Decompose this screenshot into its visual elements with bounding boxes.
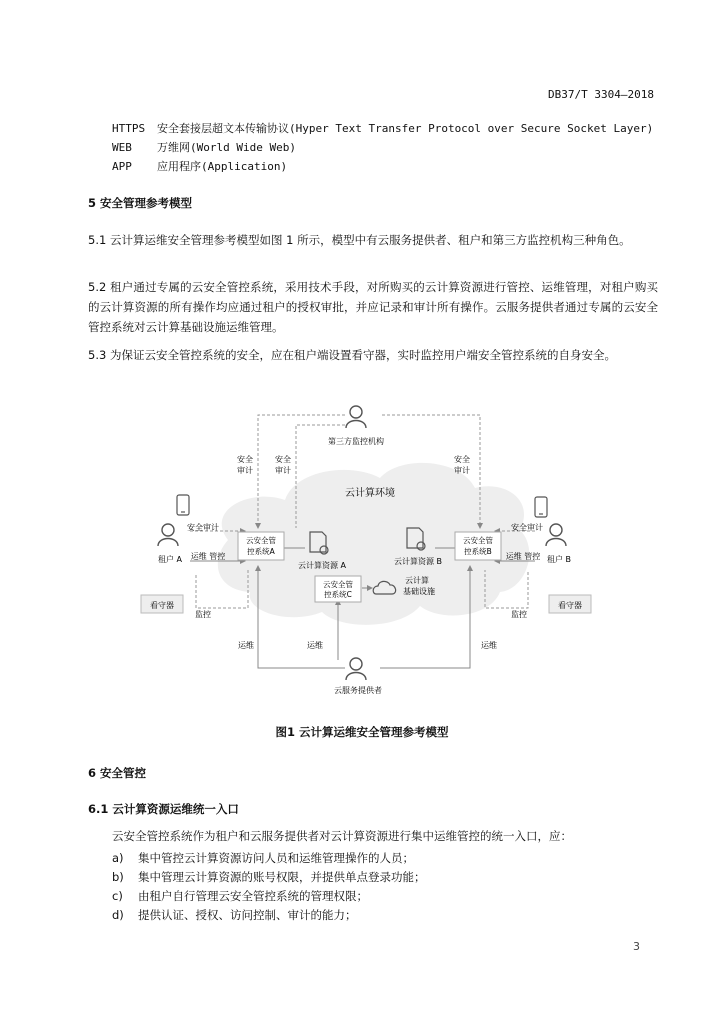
third-party-person-icon [346,406,366,428]
list-marker: d) [112,908,124,922]
paragraph-5-3: 5.3 为保证云安全管控系统的安全，应在租户端设置看守器，实时监控用户端安全管控系统的自身安全。 [88,348,616,362]
sys-c-label: 云安全管 [323,580,353,589]
list-marker: a) [112,851,124,865]
tenant-b-icon [546,524,566,546]
figure-caption: 图1 云计算运维安全管理参考模型 [275,725,449,739]
list-text: 提供认证、授权、访问控制、审计的能力； [138,908,357,922]
list-text: 由租户自行管理云安全管控系统的管理权限； [138,889,368,903]
list-item [112,907,357,923]
ops-middle-label: 运维 [307,641,323,650]
sec-audit-b-label: 安全审计 [511,523,543,532]
tenant-a-icon [158,524,178,546]
provider-label: 云服务提供者 [334,686,382,695]
list-item [112,850,414,866]
audit-label-left2: 安全 [275,455,291,464]
audit-label-left1-b: 审计 [237,466,253,475]
audit-label-left1: 安全 [237,455,253,464]
section-5-heading: 5 安全管理参考模型 [88,196,193,210]
sys-b-label: 云安全管 [463,536,493,545]
guard-a-label: 看守器 [150,601,174,610]
monitor-b-label: 监控 [511,610,527,619]
sys-a-label-b: 控系统A [247,547,275,556]
sys-b-label-b: 控系统B [464,547,492,556]
monitor-a-label: 监控 [195,610,211,619]
sys-c-label-b: 控系统C [324,590,352,599]
provider-person-icon [346,658,366,680]
res-a-label: 云计算资源 A [297,561,347,570]
guard-b-label: 看守器 [558,601,582,610]
phone-icon-b [535,497,547,517]
phone-icon-a [177,495,189,515]
infra-label: 云计算 [405,576,429,585]
abbr-key: APP [112,160,132,173]
audit-label-right: 安全 [454,455,470,464]
list-text: 集中管控云计算资源访问人员和运维管理操作的人员； [138,851,414,865]
infra-label-b: 基础设施 [403,587,435,596]
abbr-key: WEB [112,141,132,154]
tenant-a-label: 租户 A [157,555,183,564]
abbr-value: 安全套接层超文本传输协议(Hyper Text Transfer Protocol over Secure Socket Layer) [157,122,654,135]
abbr-key: HTTPS [112,122,146,135]
ops-ctrl-a-label: 运维 管控 [190,552,226,561]
ops-right-label: 运维 [481,641,497,650]
ops-ctrl-b-label: 运维 管控 [505,552,541,561]
doc-number: DB37/T 3304—2018 [548,88,654,101]
third-party-label: 第三方监控机构 [328,437,384,446]
page-number: 3 [633,940,640,953]
sys-a-label: 云安全管 [246,536,276,545]
ops-left-label: 运维 [238,641,254,650]
paragraph-5-2: 5.2 租户通过专属的云安全管控系统，采用技术手段，对所购买的云计算资源进行管控、运维管理，对租户购买的云计算资源的所有操作均应通过租户的授权审批，并应记录和审计所有操作。云服务提供者通过专属的云安全管控系统对云计算基础设施运维管理。 [88,280,658,334]
audit-label-right-b: 审计 [454,466,470,475]
sec-audit-a-label: 安全审计 [187,523,219,532]
section-6-1-heading: 6.1 云计算资源运维统一入口 [88,802,239,816]
abbr-value: 万维网(World Wide Web) [157,141,296,154]
list-text: 集中管理云计算资源的账号权限，并提供单点登录功能； [138,870,426,884]
tenant-b-label: 租户 B [546,555,572,564]
res-b-label: 云计算资源 B [393,557,443,566]
list-marker: c) [112,889,123,903]
audit-label-left2-b: 审计 [275,466,291,475]
list-item [112,888,368,904]
section-6-1-intro: 云安全管控系统作为租户和云服务提供者对云计算资源进行集中运维管控的统一入口，应： [112,829,572,843]
list-item [112,869,426,885]
abbr-value: 应用程序(Application) [157,160,288,173]
cloud-env-label: 云计算环境 [345,488,395,499]
paragraph-5-1: 5.1 云计算运维安全管理参考模型如图 1 所示，模型中有云服务提供者、租户和第三方监控机构三种角色。 [88,233,631,247]
section-6-heading: 6 安全管控 [88,766,147,780]
list-marker: b) [112,870,124,884]
